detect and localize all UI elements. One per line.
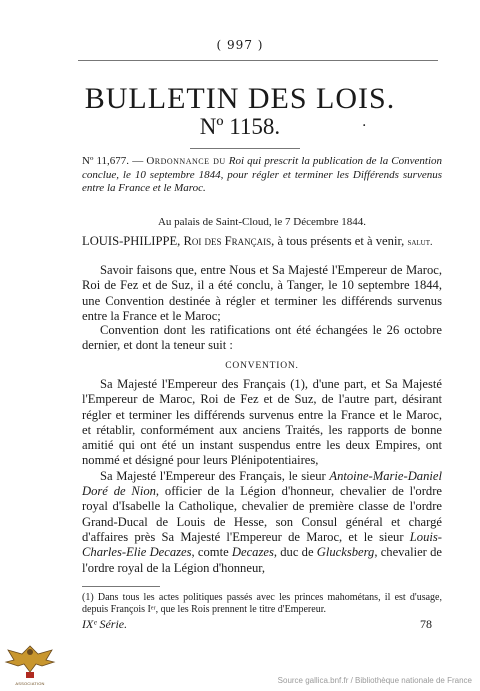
ink-mark: ·: [362, 118, 367, 134]
preamble-rest: à tous présents et à venir,: [277, 234, 405, 248]
footnote-rule: [82, 586, 160, 587]
plenipotentiary-duchy: Glucksberg: [316, 545, 375, 560]
ordonnance-text: Roi qui prescrit la publication de la Convention conclue, le 10 septembre 1844, pour régler et terminer les Différends survenus entre la France et le Maroc.: [82, 155, 443, 194]
plenipotentiary-name-1: Antoine-Marie-Daniel Doré de Nion: [82, 468, 442, 499]
c2-mid2: , comte: [191, 545, 229, 560]
preamble: [82, 234, 442, 250]
c2-start: Sa Majesté l'Empereur des Français, le sieur: [100, 468, 326, 483]
title-rule: [190, 148, 300, 149]
palais-date: Au palais de Saint-Cloud, le 7 Décembre 1844.: [157, 216, 367, 228]
paragraph-savoir: [82, 263, 442, 324]
bulletin-title: BULLETIN DES LOIS.: [84, 82, 396, 115]
preamble-salut: salut.: [407, 237, 433, 248]
c2-mid: , officier de la Légion d'honneur, chevalier de l'ordre royal d'Isabelle la Catholique, chevalier de première classe de l'ordre Grand-Ducal de Louis de Hesse, son Consul général et chargé d'affaires près Sa Majesté l'Empereur de Maroc, et le sieur: [82, 484, 442, 544]
plenipotentiary-name-2: Louis-Charles-Elie Decazes: [82, 529, 442, 560]
convention-paragraph-1: Sa Majesté l'Empereur des Français (1), d'une part, et Sa Majesté l'Empereur de Maroc, Roi de Fez et de Suz, de l'autre part, désirant régler et terminer les différends survenus entre la France et le Maroc, et rétablir, conformément aux anciens Traités, les rapports de bonne amitié qui ont été un instant suspendus entre les deux Empires, ont nommé et désigné pour leurs Plénipotentiaires,: [82, 377, 442, 468]
c2-end: , chevalier de l'ordre royal de la Légion d'honneur,: [82, 545, 442, 575]
king-name: LOUIS-PHILIPPE,: [82, 234, 181, 248]
header-rule: [78, 60, 438, 61]
plenipotentiary-title-name: Decazes: [231, 545, 274, 560]
footnote: (1) Dans tous les actes politiques passés avec les princes mahométans, il est d'usage, depuis François Iᵉʳ, que les Rois prennent le titre d'Empereur.: [82, 592, 442, 615]
source-credit: Source gallica.bnf.fr / Bibliothèque nationale de France: [277, 676, 472, 685]
paragraph-ratification: [82, 323, 442, 354]
ratification-text: Convention dont les ratifications ont été échangées le 26 octobre dernier, et dont la teneur suit :: [82, 323, 442, 353]
ordonnance-number: Nº 11,677.: [82, 155, 130, 167]
savoir-text: Savoir faisons que, entre Nous et Sa Majesté l'Empereur de Maroc, Roi de Fez et de Suz, il a été conclu, à Tanger, le 10 septembre 1844, une Convention destinée à régler et terminer les différends survenus entre la France et le Maroc;: [82, 263, 442, 323]
serie-label: IXᵉ Série.: [82, 617, 128, 631]
sheet-number: 78: [420, 617, 432, 631]
eagle-emblem-icon: [2, 640, 58, 682]
convention-paragraph-2: [82, 469, 442, 576]
king-title: Roi des Français,: [183, 234, 275, 248]
convention-heading: CONVENTION.: [225, 361, 299, 371]
ordonnance-summary: Nº 11,677. — Ordonnance du Roi qui prescrit la publication de la Convention conclue, le 10 septembre 1844, pour régler et terminer les Différends survenus entre la France et le Maroc.: [82, 155, 443, 194]
logo-label: ASSOCIATION: [15, 681, 45, 686]
page-number: ( 997 ): [216, 38, 264, 52]
bulletin-number: Nº 1158.: [199, 114, 281, 139]
association-logo: [2, 640, 58, 690]
c2-mid3: , duc de: [273, 545, 314, 560]
convention-body: [82, 377, 442, 576]
ordonnance-label: Ordonnance du: [146, 155, 226, 167]
